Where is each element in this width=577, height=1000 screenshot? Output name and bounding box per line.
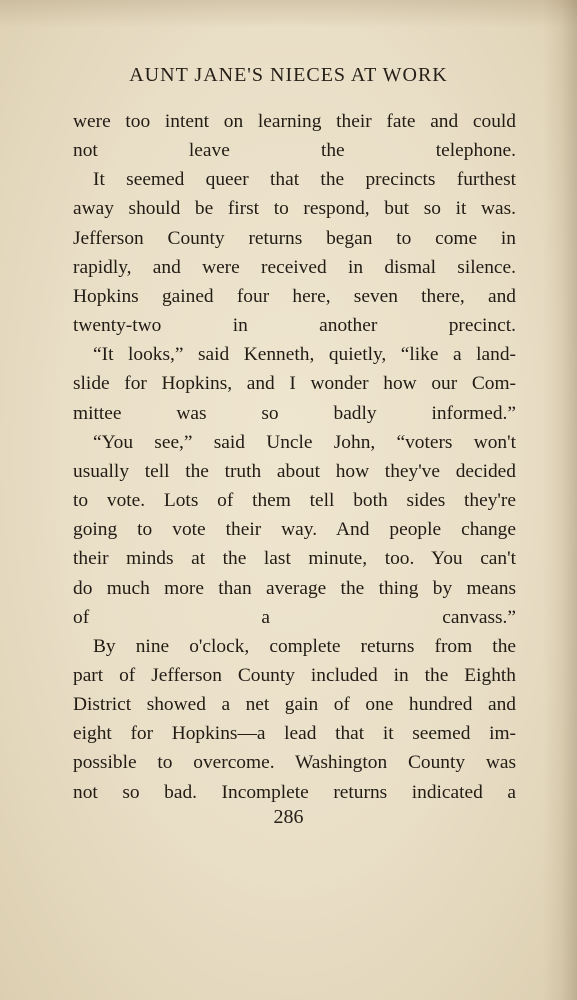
text-line: part of Jefferson County included in the Eighth bbox=[73, 664, 516, 686]
text-line: not so bad. Incomplete returns indicated a bbox=[73, 781, 516, 803]
body-text bbox=[73, 107, 516, 807]
text-line: It seemed queer that the precincts furthest bbox=[93, 169, 516, 191]
text-line: rapidly, and were received in dismal silence. bbox=[73, 256, 516, 278]
paragraph bbox=[73, 428, 516, 632]
text-line: By nine o'clock, complete returns from the bbox=[93, 635, 516, 657]
text-line: possible to overcome. Washington County was bbox=[73, 752, 516, 774]
text-line: eight for Hopkins—a lead that it seemed im- bbox=[73, 723, 516, 745]
text-line: “You see,” said Uncle John, “voters won't bbox=[93, 431, 516, 453]
running-head: AUNT JANE'S NIECES AT WORK bbox=[129, 64, 448, 86]
text-line: Hopkins gained four here, seven there, and bbox=[73, 285, 516, 307]
paragraph bbox=[73, 632, 516, 807]
text-line: to vote. Lots of them tell both sides they're bbox=[73, 490, 516, 512]
text-line: slide for Hopkins, and I wonder how our Com- bbox=[73, 373, 516, 395]
text-line: not leave the telephone. bbox=[73, 140, 516, 162]
text-line: their minds at the last minute, too. You can't bbox=[73, 548, 516, 570]
text-line: do much more than average the thing by means bbox=[73, 577, 516, 599]
text-line: “It looks,” said Kenneth, quietly, “like a land- bbox=[93, 344, 516, 366]
page-number: 286 bbox=[273, 806, 304, 828]
text-line: Jefferson County returns began to come in bbox=[73, 227, 516, 249]
paragraph bbox=[73, 107, 516, 165]
text-line: usually tell the truth about how they've decided bbox=[73, 460, 516, 482]
text-line: District showed a net gain of one hundred and bbox=[73, 694, 516, 716]
text-line: twenty-two in another precinct. bbox=[73, 315, 516, 337]
page-gutter-shadow bbox=[543, 0, 577, 1000]
page-top-shadow bbox=[0, 0, 577, 28]
text-line: mittee was so badly informed.” bbox=[73, 402, 516, 424]
paragraph bbox=[73, 340, 516, 427]
paragraph bbox=[73, 165, 516, 340]
text-line: of a canvass.” bbox=[73, 606, 516, 628]
text-line: were too intent on learning their fate and could bbox=[73, 111, 516, 132]
text-line: going to vote their way. And people change bbox=[73, 519, 516, 541]
text-line: away should be first to respond, but so it was. bbox=[73, 198, 516, 220]
